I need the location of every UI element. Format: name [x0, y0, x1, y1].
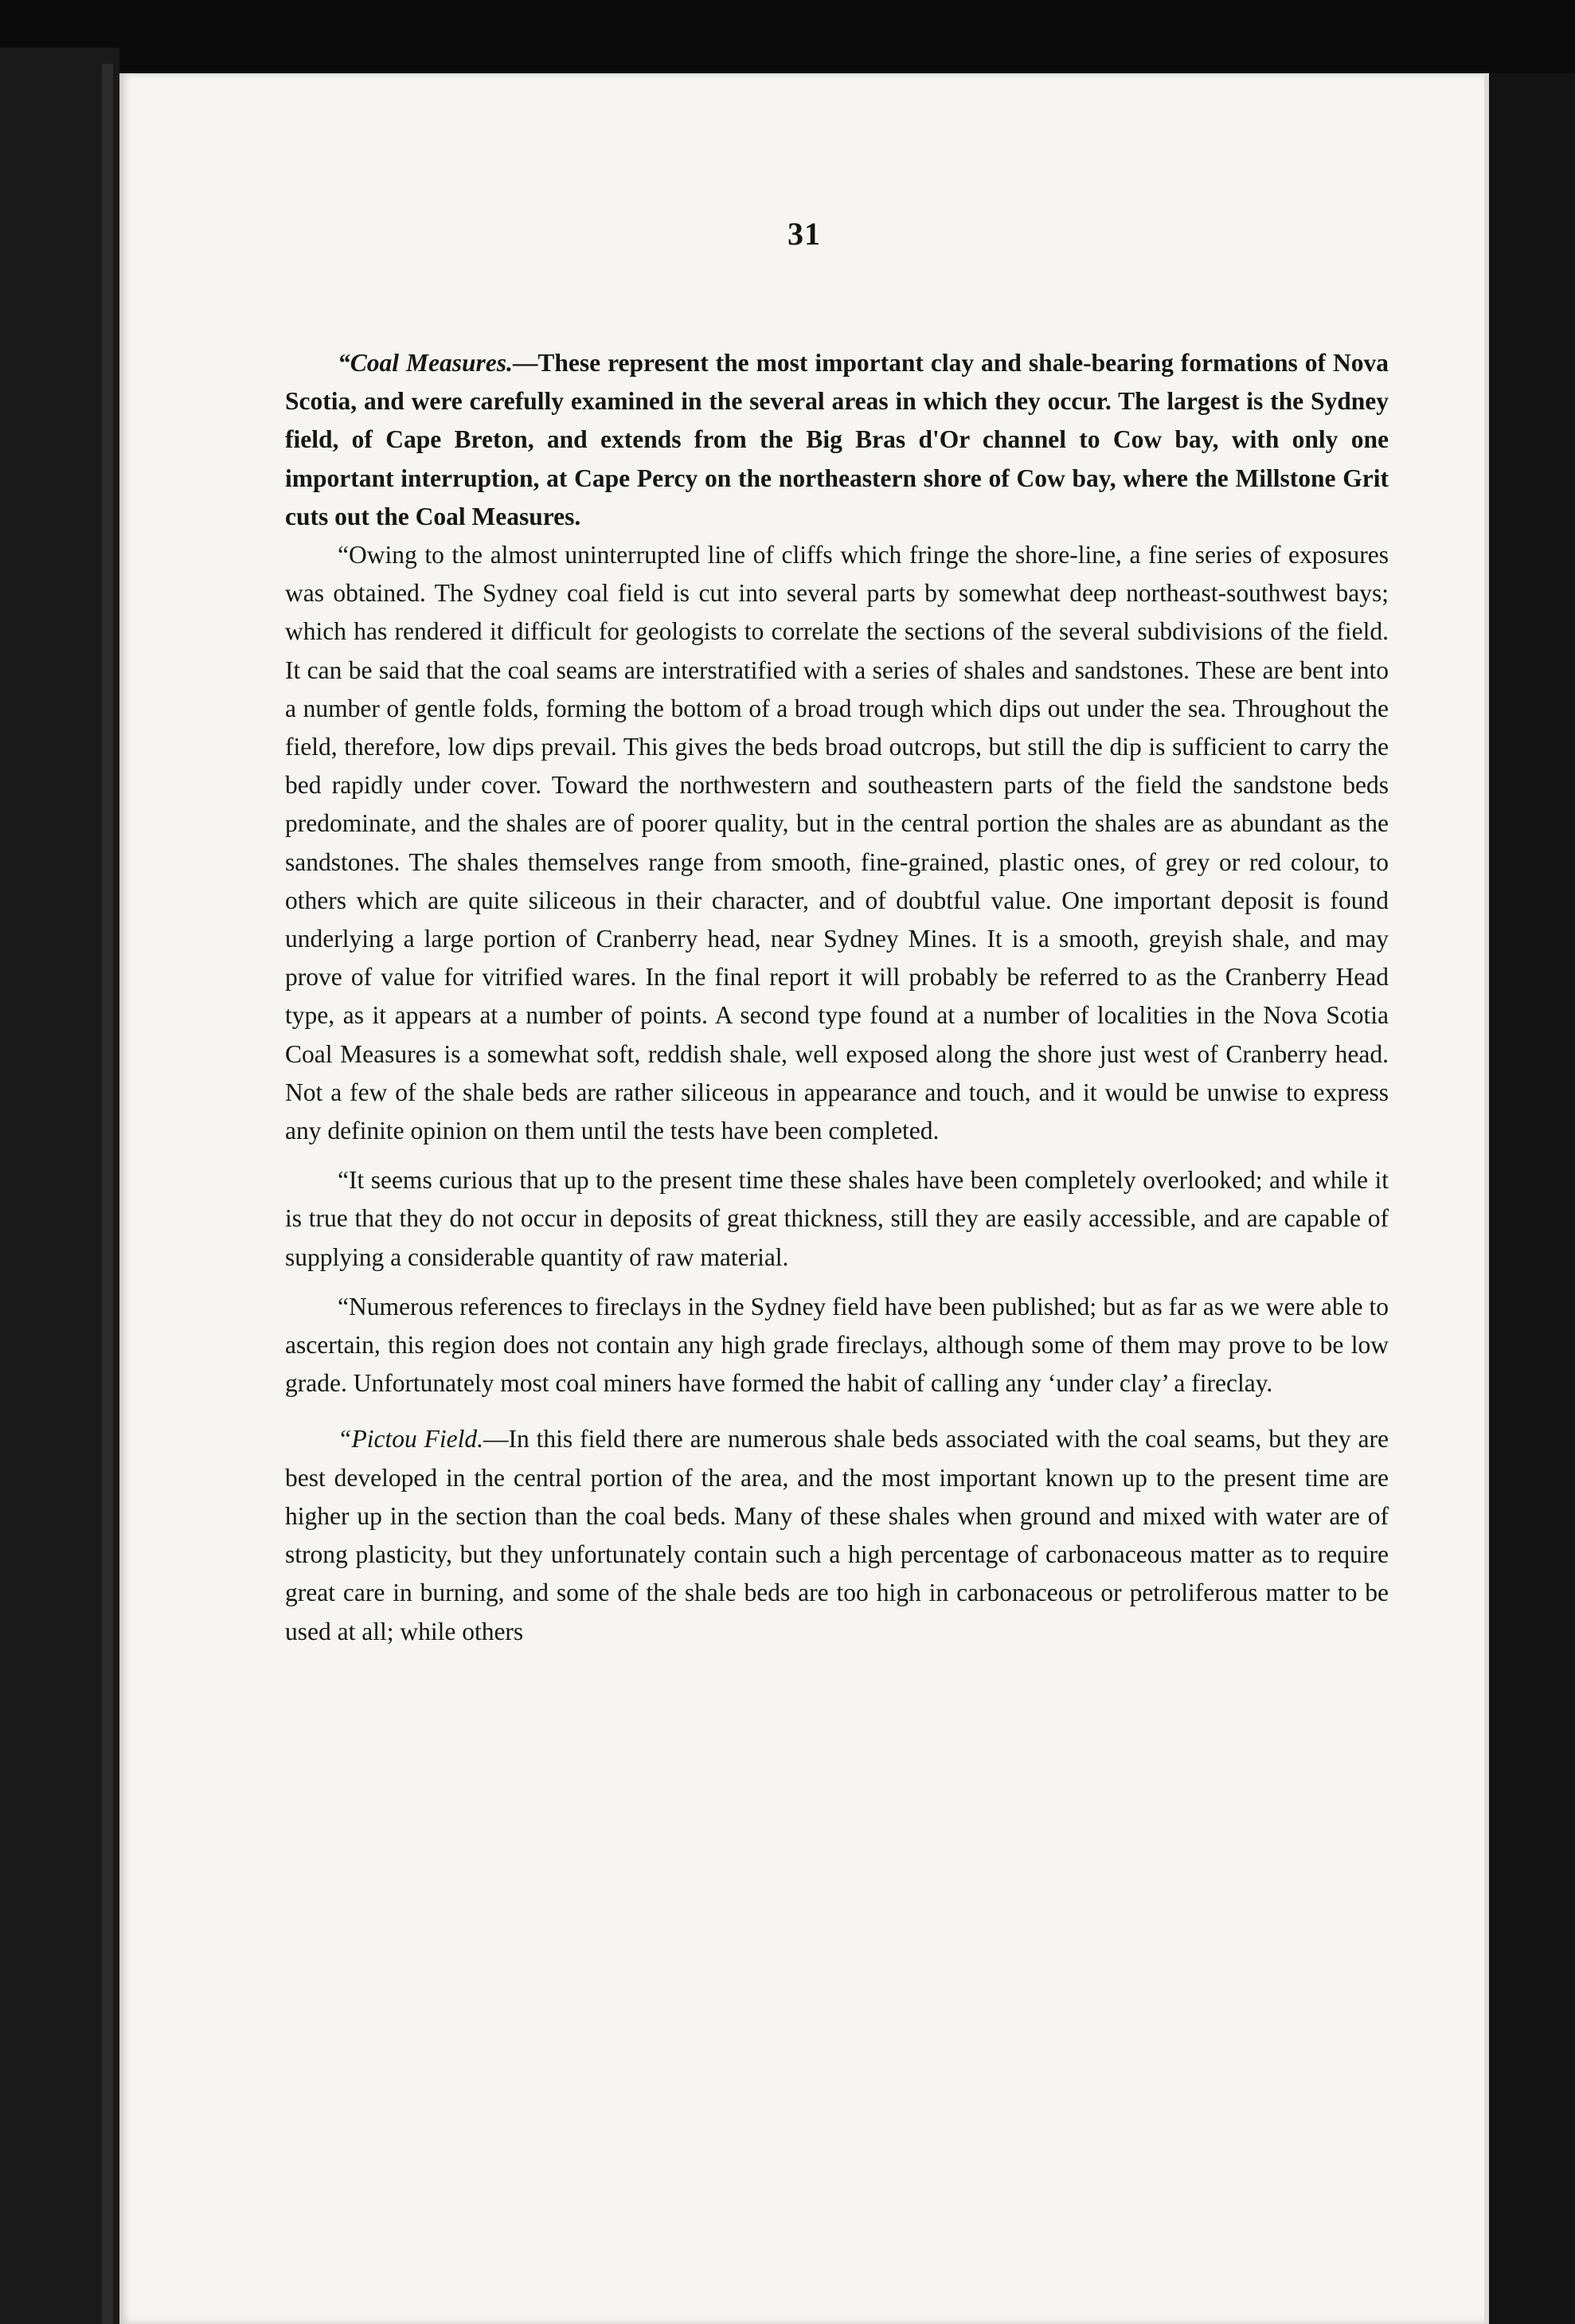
body-text — [285, 344, 1389, 1651]
book-spine-highlight — [102, 64, 113, 2324]
paragraph-text: —These represent the most important clay and shale-bearing formations of Nova Scotia, and were carefully examined in the several areas in which they occur. The largest is the Sydney field, of Cape Breton, and extends from the Big Bras d'Or channel to Cow bay, with only one important interruption, at Cape Percy on the northeastern shore of Cow bay, where the Millstone Grit cuts out the Coal Measures. — [285, 349, 1389, 530]
paragraph-sydney-field — [285, 536, 1389, 1150]
paragraph-coal-measures — [285, 344, 1389, 536]
paragraph-text: “Numerous references to fireclays in the Sydney field have been published; but as far as we were able to ascertain, this region does not contain any high grade fireclays, although some of them may prove to be low grade. Unfortunately most coal miners have formed the habit of calling any ‘under clay’ a fireclay. — [285, 1292, 1389, 1398]
scanner-top-border — [0, 0, 1575, 73]
section-heading-pictou-field: “Pictou Field. — [338, 1425, 484, 1453]
paragraph-text: —In this field there are numerous shale beds associated with the coal seams, but they are best developed in the central portion of the area, and the most important known up to the present time are higher up in the section than the coal beds. Many of these shales when ground and mixed with water are of strong plasticity, but they unfortunately contain such a high percentage of carbonaceous matter as to require great care in burning, and some of the shale beds are too high in carbonaceous or petroliferous matter to be used at all; while others — [285, 1425, 1389, 1645]
paragraph-text: “Owing to the almost uninterrupted line of cliffs which fringe the shore-line, a fine series of exposures was obtained. The Sydney coal field is cut into several parts by somewhat deep northeast-southwest bays; which has rendered it difficult for geologists to correlate the sections of the several subdivisions of the field. It can be said that the coal seams are interstratified with a series of shales and sandstones. These are bent into a number of gentle folds, forming the bottom of a broad trough which dips out under the sea. Throughout the field, therefore, low dips prevail. This gives the beds broad outcrops, but still the dip is sufficient to carry the bed rapidly under cover. Toward the northwestern and southeastern parts of the field the sandstone beds predominate, and the shales are of poorer quality, but in the central portion the shales are as abundant as the sandstones. The shales themselves range from smooth, fine-grained, plastic ones, of grey or red colour, to others which are quite siliceous in their character, and of doubtful value. One important deposit is found underlying a large portion of Cranberry head, near Sydney Mines. It is a smooth, greyish shale, and may prove of value for vitrified wares. In the final report it will probably be referred to as the Cranberry Head type, as it appears at a number of points. A second type found at a number of localities in the Nova Scotia Coal Measures is a somewhat soft, reddish shale, well exposed along the shore just west of Cranberry head. Not a few of the shale beds are rather siliceous in appearance and touch, and it would be unwise to express any definite opinion on them until the tests have been completed. — [285, 541, 1389, 1145]
paragraph-text: “It seems curious that up to the present time these shales have been completely overlooked; and while it is true that they do not occur in deposits of great thickness, still they are easily accessible, and are capable of supplying a considerable quantity of raw material. — [285, 1166, 1389, 1271]
document-page — [119, 73, 1489, 2324]
paragraph-pictou-field — [285, 1420, 1389, 1650]
paragraph-shales-overlooked — [285, 1161, 1389, 1277]
page-number: 31 — [788, 216, 821, 252]
paragraph-fireclays — [285, 1288, 1389, 1403]
section-heading-coal-measures: “Coal Measures. — [338, 349, 513, 377]
page-right-edge — [1484, 73, 1489, 2324]
